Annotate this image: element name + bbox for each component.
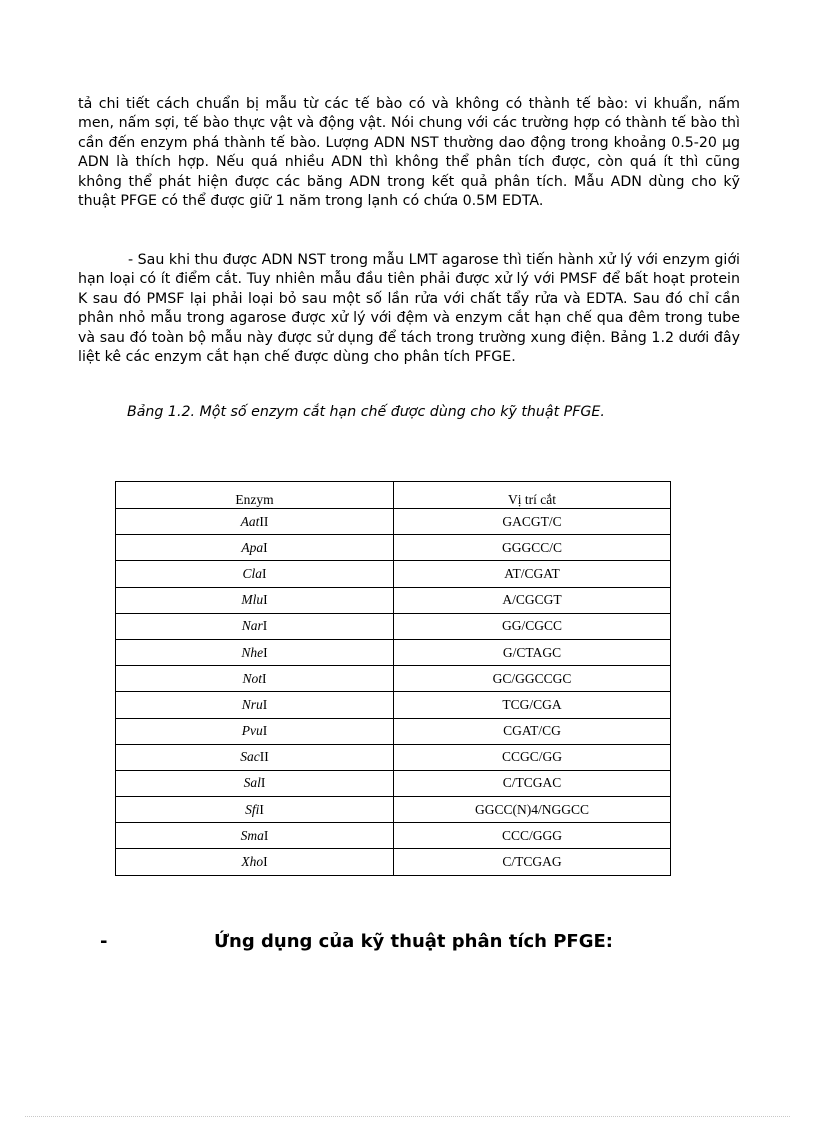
enzyme-name-cell (116, 509, 394, 535)
enzyme-name-italic: Nar (241, 618, 263, 634)
header-enzym: Enzym (116, 482, 394, 509)
enzyme-name-italic: Apa (241, 539, 264, 555)
enzyme-name-italic: Nru (241, 696, 263, 712)
enzyme-name-cell (116, 770, 394, 796)
enzyme-name-cell (116, 718, 394, 744)
cut-site-cell: CGAT/CG (394, 718, 671, 744)
cut-site-cell: GC/GGCCGC (394, 666, 671, 692)
enzyme-name-italic: Sma (240, 827, 264, 843)
heading-bullet: - (100, 931, 108, 952)
enzyme-name-suffix: I (263, 854, 268, 870)
enzyme-name-suffix: I (263, 827, 269, 843)
table-row (116, 561, 671, 587)
enzyme-name-suffix: I (263, 539, 268, 555)
enzyme-name-cell (116, 849, 394, 875)
table-row (116, 744, 671, 770)
heading-text: Ứng dụng của kỹ thuật phân tích PFGE: (214, 931, 613, 952)
cut-site-cell: C/TCGAC (394, 770, 671, 796)
enzyme-name-suffix: I (259, 801, 264, 817)
cut-site-cell: CCGC/GG (394, 744, 671, 770)
enzyme-name-suffix: I (262, 618, 268, 634)
enzyme-name-suffix: I (262, 670, 267, 686)
table-row (116, 587, 671, 613)
table-caption: Bảng 1.2. Một số enzym cắt hạn chế được dùng cho kỹ thuật PFGE. (127, 404, 605, 420)
table-row (116, 639, 671, 665)
cut-site-cell: GG/CGCC (394, 613, 671, 639)
cut-site-cell: G/CTAGC (394, 639, 671, 665)
enzyme-name-suffix: I (263, 644, 268, 660)
enzyme-name-italic: Not (242, 670, 262, 686)
table-row (116, 770, 671, 796)
body-paragraph-1: tả chi tiết cách chuẩn bị mẫu từ các tế bào có và không có thành tế bào: vi khuẩn, nấm men, nấm sợi, tế bào thực vật và động vật. Nói chung với các trường hợp có thành tế bào thì cần đến enzym phá thành tế bào. Lượng ADN NST thường dao động trong khoảng 0.5-20 µg ADN là thích hợp. Nếu quá nhiều ADN thì không thể phân tích được, còn quá ít thì cũng không thể phát hiện được các băng ADN trong kết quả phân tích. Mẫu ADN dùng cho kỹ thuật PFGE có thể được giữ 1 năm trong lạnh có chứa 0.5M EDTA. (78, 96, 740, 210)
table-header-row (116, 482, 671, 509)
enzyme-name-italic: Mlu (241, 592, 264, 608)
enzyme-name-italic: Nhe (241, 644, 264, 660)
enzyme-name-italic: Sfi (245, 801, 260, 817)
cut-site-cell: A/CGCGT (394, 587, 671, 613)
table-row (116, 666, 671, 692)
enzyme-name-italic: Pvu (241, 723, 263, 739)
enzyme-name-suffix: II (259, 513, 269, 529)
page-footer-rule (25, 1116, 790, 1117)
cut-site-cell: GGCC(N)4/NGGCC (394, 797, 671, 823)
header-cut-site: Vị trí cắt (394, 482, 671, 509)
enzyme-name-suffix: I (262, 723, 268, 739)
table-row (116, 535, 671, 561)
enzyme-table (115, 481, 671, 876)
table-row (116, 613, 671, 639)
enzyme-name-italic: Aat (240, 513, 260, 529)
enzyme-name-cell (116, 692, 394, 718)
cut-site-cell: CCC/GGG (394, 823, 671, 849)
enzyme-name-suffix: I (262, 565, 267, 581)
enzyme-name-cell (116, 823, 394, 849)
enzyme-name-italic: Xho (241, 854, 264, 870)
enzyme-name-suffix: I (262, 696, 268, 712)
table-row (116, 823, 671, 849)
enzyme-name-italic: Sac (240, 749, 260, 765)
table-row (116, 509, 671, 535)
cut-site-cell: GGGCC/C (394, 535, 671, 561)
cut-site-cell: C/TCGAG (394, 849, 671, 875)
enzyme-name-cell (116, 613, 394, 639)
enzyme-name-italic: Cla (242, 565, 262, 581)
enzyme-name-cell (116, 535, 394, 561)
body-paragraph-2: - Sau khi thu được ADN NST trong mẫu LMT agarose thì tiến hành xử lý với enzym giới hạn loại có ít điểm cắt. Tuy nhiên mẫu đầu tiên phải được xử lý với PMSF để bất hoạt protein K sau đó PMSF lại phải loại bỏ sau một số lần rửa với chất tẩy rửa và EDTA. Sau đó chỉ cần phân nhỏ mẫu trong agarose được xử lý với đệm và enzym cắt hạn chế qua đêm trong tube và sau đó toàn bộ mẫu này được sử dụng để tách trong trường xung điện. Bảng 1.2 dưới đây liệt kê các enzym cắt hạn chế được dùng cho phân tích PFGE. (78, 252, 740, 366)
table-row (116, 797, 671, 823)
enzyme-name-cell (116, 797, 394, 823)
enzyme-name-suffix: II (259, 749, 269, 765)
enzyme-name-suffix: I (263, 592, 268, 608)
enzyme-name-italic: Sal (243, 775, 261, 791)
enzyme-name-cell (116, 666, 394, 692)
enzyme-name-cell (116, 639, 394, 665)
table-row (116, 849, 671, 875)
enzyme-name-cell (116, 744, 394, 770)
cut-site-cell: AT/CGAT (394, 561, 671, 587)
table-body (116, 509, 671, 876)
enzyme-name-cell (116, 587, 394, 613)
cut-site-cell: TCG/CGA (394, 692, 671, 718)
table-row (116, 692, 671, 718)
table-row (116, 718, 671, 744)
cut-site-cell: GACGT/C (394, 509, 671, 535)
enzyme-name-suffix: I (260, 775, 266, 791)
enzyme-name-cell (116, 561, 394, 587)
